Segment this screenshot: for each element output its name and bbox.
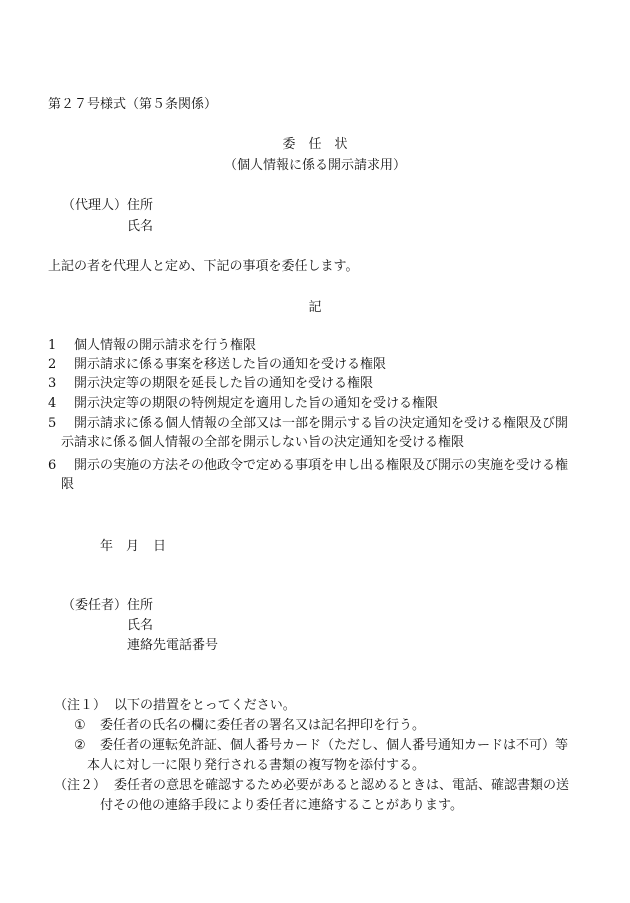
item-text: 開示決定等の期限を延長した旨の通知を受ける権限 [74, 376, 374, 391]
note2-text-continued: 付その他の連絡手段により委任者に連絡することがあります。 [100, 798, 463, 813]
item-text-continued: 限 [61, 477, 75, 492]
note2-text: 委任者の意思を確認するため必要があると認めるときは、電話、確認書類の送 [114, 778, 570, 793]
item-number: 1 [48, 338, 57, 353]
principal-phone-label: 連絡先電話番号 [127, 638, 219, 653]
note1-text: 以下の措置をとってください。 [114, 698, 296, 713]
item-text: 開示決定等の期限の特例規定を適用した旨の通知を受ける権限 [74, 396, 439, 411]
item-number: 4 [48, 396, 57, 411]
note1-sub2-mark: ② [74, 738, 86, 753]
item-text: 個人情報の開示請求を行う権限 [74, 338, 257, 353]
document-title: 委 任 状 [282, 137, 348, 152]
note1-sub2-text: 委任者の運転免許証、個人番号カード（ただし、個人番号通知カードは不可）等 [100, 738, 569, 753]
delegation-statement: 上記の者を代理人と定め、下記の事項を委任します。 [48, 259, 359, 274]
date-month-label: 月 [126, 539, 140, 554]
date-day-label: 日 [153, 539, 167, 554]
note1-sub2-text-continued: 本人に対し一に限り発行される書類の複写物を添付する。 [87, 758, 426, 773]
item-number: 3 [48, 376, 57, 391]
item-text-continued: 示請求に係る個人情報の全部を開示しない旨の決定通知を受ける権限 [61, 435, 465, 450]
agent-label: （代理人） [62, 198, 128, 213]
item-text: 開示請求に係る事案を移送した旨の通知を受ける権限 [74, 357, 387, 372]
ki-heading: 記 [308, 300, 322, 315]
document-subtitle: （個人情報に係る開示請求用） [223, 158, 406, 173]
principal-name-label: 氏名 [127, 618, 154, 633]
item-number: 6 [48, 458, 57, 473]
form-number: 第２７号様式（第５条関係） [48, 97, 218, 112]
agent-address-label: 住所 [127, 198, 154, 213]
agent-name-label: 氏名 [127, 219, 154, 234]
note1-label: （注１） [54, 698, 107, 713]
note2-label: （注２） [54, 778, 107, 793]
item-text: 開示の実施の方法その他政令で定める事項を申し出る権限及び開示の実施を受ける権 [74, 458, 569, 473]
principal-label: （委任者） [62, 598, 128, 613]
date-year-label: 年 [100, 539, 114, 554]
principal-address-label: 住所 [127, 598, 154, 613]
item-text: 開示請求に係る個人情報の全部又は一部を開示する旨の決定通知を受ける権限及び開 [74, 416, 569, 431]
note1-sub1-mark: ① [74, 718, 86, 733]
item-number: 2 [48, 357, 57, 372]
note1-sub1-text: 委任者の氏名の欄に委任者の署名又は記名押印を行う。 [100, 718, 426, 733]
item-number: 5 [48, 416, 57, 431]
